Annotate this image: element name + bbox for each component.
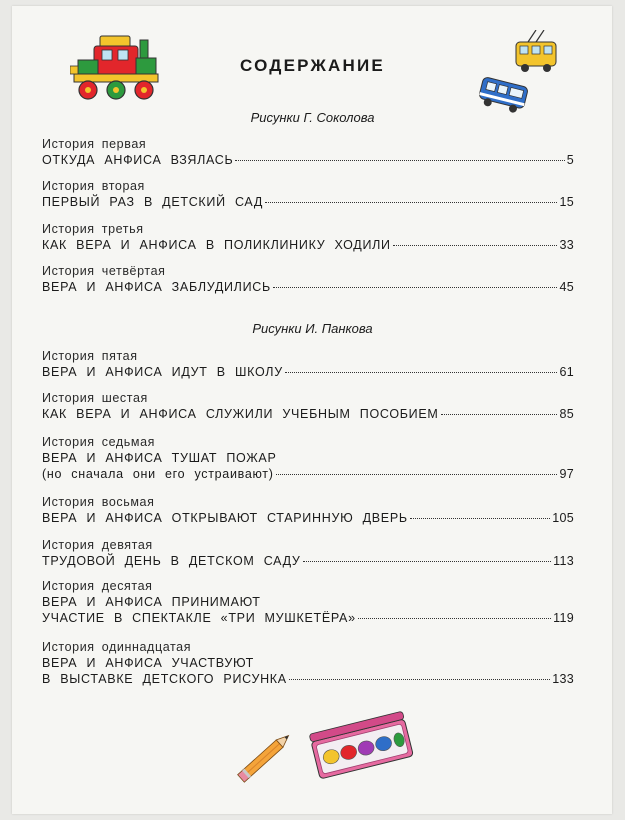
- dot-leader: [235, 160, 564, 161]
- dot-leader: [410, 518, 550, 519]
- toc-entry-label: История восьмая: [42, 495, 155, 509]
- page-number: 5: [566, 153, 574, 167]
- toc-entry-title: ВЕРА И АНФИСА ЗАБЛУДИЛИСЬ: [42, 280, 271, 294]
- toc-entry-title: ВЕРА И АНФИСА ОТКРЫВАЮТ СТАРИННУЮ ДВЕРЬ: [42, 511, 408, 525]
- dot-leader: [273, 287, 558, 288]
- page-number: 45: [559, 280, 574, 294]
- toc-entry-title-row: [42, 406, 574, 422]
- toc-entry-label: История десятая: [42, 579, 153, 593]
- toc-entry-title: В ВЫСТАВКЕ ДЕТСКОГО РИСУНКА: [42, 672, 287, 686]
- toc-entry[interactable]: [42, 537, 574, 569]
- toc-entry-label: История пятая: [42, 349, 138, 363]
- toc-entry-title: КАК ВЕРА И АНФИСА СЛУЖИЛИ УЧЕБНЫМ ПОСОБИЕМ: [42, 407, 439, 421]
- pencil-icon: [230, 722, 304, 788]
- toc-entry-label: История первая: [42, 137, 147, 151]
- page-number: 133: [552, 672, 574, 686]
- dot-leader: [358, 618, 551, 619]
- toc-entry-title: ТРУДОВОЙ ДЕНЬ В ДЕТСКОМ САДУ: [42, 554, 301, 568]
- toc-entry-title: (но сначала они его устраивают): [42, 467, 274, 481]
- toc-entry[interactable]: [42, 348, 574, 380]
- toc-entry[interactable]: [42, 494, 574, 526]
- toc-entry-label: История одиннадцатая: [42, 640, 192, 654]
- toc-entry-label: История седьмая: [42, 435, 155, 449]
- toc-entry-title-row: [42, 466, 574, 482]
- toc-entry-label: История вторая: [42, 179, 145, 193]
- dot-leader: [393, 245, 558, 246]
- toc-entry-title: УЧАСТИЕ В СПЕКТАКЛЕ «ТРИ МУШКЕТЁРА»: [42, 611, 356, 625]
- toc-entry[interactable]: [42, 221, 574, 253]
- section-heading-pankov: Рисунки И. Панкова: [252, 321, 373, 336]
- toc-entry-label: История четвёртая: [42, 264, 166, 278]
- dot-leader: [289, 679, 550, 680]
- toc-entry-title-row: [42, 610, 574, 626]
- toc-entry-title-row: [42, 279, 574, 295]
- toc-entry[interactable]: [42, 639, 574, 687]
- toc-entry-title-row: [42, 237, 574, 253]
- dot-leader: [441, 414, 558, 415]
- toc-entry-title: ОТКУДА АНФИСА ВЗЯЛАСЬ: [42, 153, 234, 167]
- page-number: 33: [559, 238, 574, 252]
- toc-entry-title-row: [42, 152, 574, 168]
- toc-entry-title-row: [42, 194, 574, 210]
- toc-entry[interactable]: [42, 136, 574, 168]
- toc-entry-title-line: ВЕРА И АНФИСА ТУШАТ ПОЖАР: [42, 451, 277, 465]
- toc-entry-label: История третья: [42, 222, 144, 236]
- toc-entry-title-row: [42, 553, 574, 569]
- toc-entry-title: ВЕРА И АНФИСА ИДУТ В ШКОЛУ: [42, 365, 283, 379]
- dot-leader: [303, 561, 552, 562]
- toc-entry-title-row: [42, 364, 574, 380]
- toc-entry[interactable]: [42, 434, 574, 482]
- page-number: 119: [553, 611, 574, 625]
- toc-entry-title-row: [42, 510, 574, 526]
- toc-entry-label: История девятая: [42, 538, 153, 552]
- section-heading-sokolov: Рисунки Г. Соколова: [250, 110, 375, 125]
- toc-entry[interactable]: [42, 390, 574, 422]
- toc-entry-title-line: ВЕРА И АНФИСА УЧАСТВУЮТ: [42, 656, 254, 670]
- dot-leader: [285, 372, 558, 373]
- page-number: 97: [559, 467, 574, 481]
- toc-entry-title-row: [42, 671, 574, 687]
- toc-entry[interactable]: [42, 578, 574, 626]
- page-number: 15: [559, 195, 574, 209]
- dot-leader: [276, 474, 558, 475]
- toc-entry-title-line: ВЕРА И АНФИСА ПРИНИМАЮТ: [42, 595, 261, 609]
- tram-car-icon: [476, 76, 532, 114]
- dot-leader: [265, 202, 557, 203]
- toc-entry-title: ПЕРВЫЙ РАЗ В ДЕТСКИЙ САД: [42, 195, 264, 209]
- watercolor-paint-box-icon: [308, 708, 416, 788]
- page-number: 85: [559, 407, 574, 421]
- toc-entry-title: КАК ВЕРА И АНФИСА В ПОЛИКЛИНИКУ ХОДИЛИ: [42, 238, 391, 252]
- page-number: 61: [559, 365, 574, 379]
- toc-entry[interactable]: [42, 178, 574, 210]
- toc-entry[interactable]: [42, 263, 574, 295]
- page-number: 105: [552, 511, 574, 525]
- toc-entry-label: История шестая: [42, 391, 148, 405]
- contents-title: СОДЕРЖАНИЕ: [240, 56, 385, 75]
- page-number: 113: [553, 554, 574, 568]
